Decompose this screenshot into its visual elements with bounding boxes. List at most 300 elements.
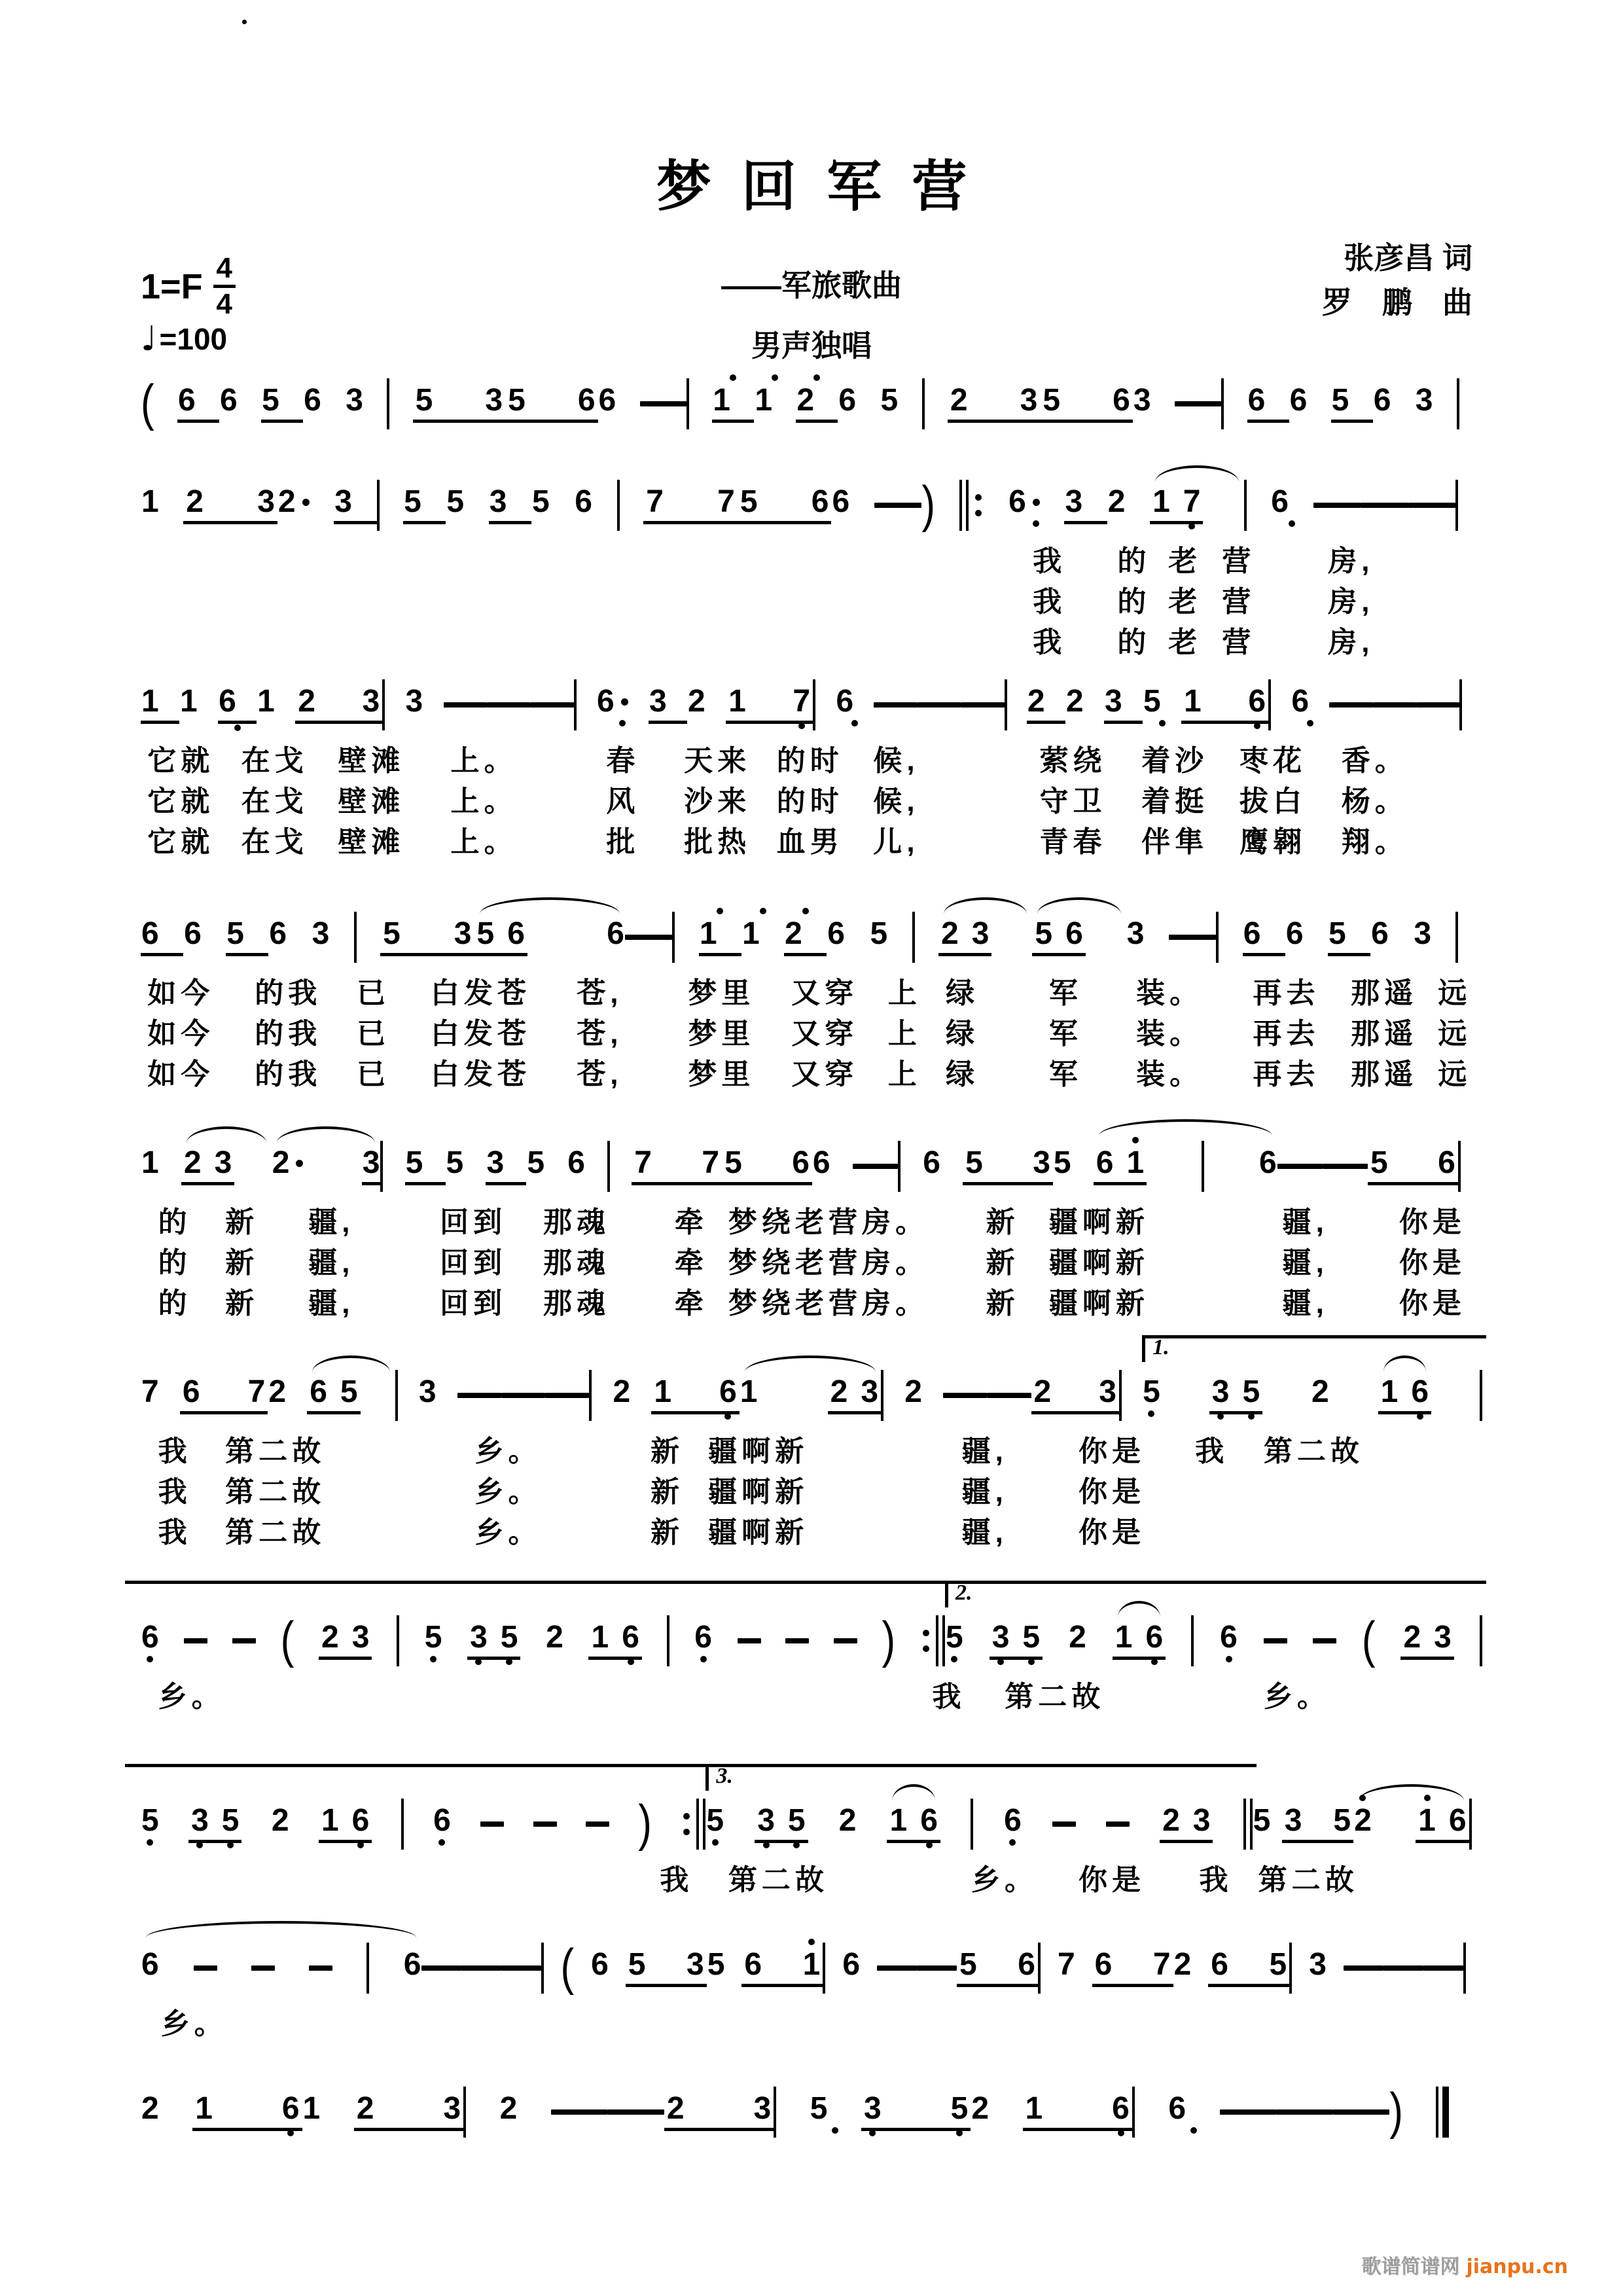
note	[1162, 1805, 1181, 1837]
note	[446, 486, 488, 524]
octave-dot-below	[798, 723, 805, 729]
octave-dot-below	[1151, 1659, 1158, 1665]
notes-row	[141, 1139, 1482, 1194]
note-digit: 5	[476, 916, 495, 951]
note-digit: 6	[744, 1947, 762, 1982]
note	[1025, 2093, 1044, 2125]
volta-bracket	[945, 1581, 1482, 1669]
note-digit: 6	[141, 1947, 159, 1982]
note	[1353, 1805, 1372, 1843]
note-digit: 3	[351, 1620, 370, 1655]
barline	[1480, 1615, 1482, 1667]
note	[612, 1376, 651, 1414]
note-digit: 2	[1069, 1620, 1086, 1655]
lyric-segment: 梦里	[688, 1058, 755, 1090]
beam-group	[295, 686, 382, 724]
music-line	[141, 1939, 1482, 2040]
beam-group	[188, 1805, 241, 1843]
beam-group	[1023, 2093, 1132, 2131]
note	[297, 686, 316, 717]
octave-dot-below	[700, 1656, 707, 1662]
lyric-segment: 在戈	[241, 785, 308, 817]
note	[712, 385, 754, 423]
note-digit: 3	[1065, 484, 1083, 519]
note-digit: 5	[446, 1145, 464, 1180]
octave-dot-below	[438, 1839, 445, 1846]
note	[1253, 1805, 1282, 1843]
note	[268, 1376, 307, 1414]
parenthesis: )	[882, 1612, 896, 1669]
octave-dot-below	[234, 725, 241, 731]
notes-row	[141, 2085, 1482, 2140]
note	[226, 918, 268, 956]
repeat-dots	[923, 1630, 929, 1652]
lyric-segment: 疆,	[961, 1476, 1008, 1508]
note	[792, 686, 811, 717]
lyric-segment: 我	[1033, 545, 1067, 577]
lyric-segment: 你是	[1399, 1247, 1466, 1279]
lyric-segment: 我	[1195, 1435, 1229, 1467]
note-digit: 1	[1152, 484, 1170, 519]
note-digit: 2	[838, 1803, 857, 1838]
lyric-segment: 沙来	[684, 785, 751, 817]
note	[446, 1147, 486, 1185]
lyric-segment: 新	[225, 1247, 259, 1279]
note-digit: 6	[433, 1803, 451, 1838]
note	[699, 918, 741, 956]
note	[182, 1376, 201, 1408]
lyrics-row	[141, 546, 1482, 581]
subtitle-voice: 男声独唱	[751, 329, 872, 363]
note-digit: 5	[404, 484, 421, 519]
lyric-segment: 新	[651, 1435, 685, 1467]
lyric-segment: 再去	[1253, 1058, 1320, 1090]
note-digit: 2	[830, 1374, 848, 1409]
watermark	[1361, 2250, 1568, 2279]
lyric-segment: 那遥	[1351, 1018, 1418, 1050]
music-line	[141, 376, 1482, 431]
note	[442, 2093, 461, 2125]
note	[1115, 1622, 1133, 1653]
lyric-segment: 第二故	[225, 1435, 326, 1467]
notes-row	[141, 1764, 1482, 1852]
lyric-segment: 的我	[255, 1018, 322, 1050]
beam-group	[632, 1147, 722, 1185]
beam-group	[1032, 918, 1085, 956]
note-digit: 2	[904, 1374, 922, 1409]
dash-note	[738, 1638, 761, 1643]
lyric-segment: 它就	[147, 785, 215, 817]
note	[190, 1805, 209, 1837]
lyrics-row	[141, 586, 1482, 622]
note-digit: 1	[728, 684, 746, 719]
lyric-segment: 的时	[776, 745, 844, 777]
note-digit: 5	[1333, 1803, 1351, 1838]
lyric-segment: 已	[357, 977, 391, 1009]
beam-group	[505, 385, 597, 423]
lyric-segment: 装。	[1136, 977, 1204, 1009]
lyric-segment: 梦里	[688, 977, 755, 1009]
octave-dot-below	[1289, 520, 1295, 527]
lyric-segment: 梦绕老营房。	[728, 1247, 929, 1279]
note-digit: 3	[1126, 916, 1145, 951]
note-digit: 5	[810, 2091, 828, 2126]
note	[922, 1147, 963, 1185]
note-digit: 6	[719, 1374, 737, 1409]
note	[971, 918, 990, 950]
barline	[1455, 911, 1482, 963]
lyric-segment: 回到	[440, 1206, 507, 1238]
note	[666, 2093, 685, 2125]
note	[183, 918, 226, 956]
note-digit: 6	[1438, 1145, 1455, 1180]
notes-row	[141, 1581, 1482, 1669]
augmentation-dot	[302, 499, 310, 506]
volta-label: 3.	[716, 1764, 733, 1788]
note-digit: 3	[346, 383, 363, 418]
slur-group	[1353, 1805, 1469, 1843]
lyric-segment: 疆啊新	[1048, 1287, 1149, 1319]
dash-note	[1313, 1638, 1336, 1643]
dash-note	[1329, 702, 1372, 708]
note	[728, 686, 747, 717]
note-digit: 6	[281, 2091, 300, 2126]
note-digit: 2	[499, 2091, 518, 2126]
beam-group	[1150, 486, 1203, 524]
notes-row	[141, 1941, 1482, 1996]
note-digit: 5	[446, 484, 465, 519]
barline	[1289, 1942, 1308, 1994]
lyric-segment: 军	[1048, 977, 1082, 1009]
note	[1284, 1805, 1303, 1837]
volta-bracket	[141, 1612, 945, 1669]
lyric-segment: 已	[357, 1058, 391, 1090]
lyric-segment: 守卫	[1039, 785, 1107, 817]
note-digit: 6	[827, 916, 845, 951]
dash-note	[1169, 935, 1216, 940]
note	[1402, 1622, 1421, 1653]
dash-note	[874, 503, 922, 508]
octave-dot-below	[1009, 1839, 1016, 1846]
note-digit: 6	[591, 1947, 609, 1982]
octave-dot-below	[1254, 723, 1260, 729]
note-digit: 2	[1403, 1620, 1421, 1655]
note-digit: 5	[532, 484, 550, 519]
dash-note	[785, 1638, 809, 1643]
note-digit: 5	[724, 1145, 742, 1180]
lyric-segment: 疆啊新	[1048, 1247, 1149, 1279]
beam-group	[1094, 1147, 1147, 1185]
note	[590, 1622, 609, 1653]
note	[486, 1147, 526, 1185]
note-digit: 5	[1143, 684, 1161, 719]
note-digit: 1	[713, 383, 730, 418]
lyric-segment: 乡。	[160, 2008, 228, 2040]
octave-dot-below	[832, 2127, 838, 2134]
note-digit: 5	[527, 1145, 545, 1180]
lyric-segment: 房,	[1328, 626, 1374, 658]
lyric-segment: 批热	[684, 826, 751, 858]
note	[351, 1805, 370, 1837]
lyrics-row	[141, 1288, 1482, 1323]
lyrics-row	[141, 1018, 1482, 1054]
octave-dot-above	[808, 1939, 815, 1945]
note-digit: 1	[740, 1374, 758, 1409]
note	[356, 2093, 375, 2125]
note	[177, 385, 219, 423]
lyric-segment: 第二故	[225, 1476, 326, 1508]
octave-dot-below	[763, 1842, 770, 1848]
lyric-segment: 那魂	[543, 1206, 611, 1238]
note	[1331, 385, 1373, 423]
note	[1133, 385, 1175, 423]
note	[1415, 385, 1457, 423]
lyric-segment: 乡。	[474, 1516, 542, 1549]
barline	[366, 1942, 369, 1994]
augmentation-dot	[621, 698, 628, 706]
octave-dot-below	[1217, 1413, 1224, 1420]
volta-bracket	[1142, 1335, 1482, 1422]
slur-group	[1032, 918, 1126, 956]
barline	[377, 479, 404, 531]
note	[489, 486, 531, 524]
octave-dot-above	[1132, 1137, 1139, 1143]
note-digit: 5	[706, 1803, 724, 1838]
lyric-segment: 苍,	[577, 1018, 623, 1050]
note	[361, 686, 380, 717]
beam-group	[1209, 1376, 1262, 1414]
note-digit: 6	[304, 383, 321, 418]
barline	[1458, 1140, 1482, 1193]
note	[869, 918, 912, 956]
lyrics-row	[141, 786, 1482, 821]
dash-note	[607, 2109, 664, 2115]
note	[1017, 1949, 1036, 1981]
note	[1020, 385, 1039, 416]
lyric-segment: 新	[986, 1206, 1020, 1238]
note	[261, 385, 303, 423]
watermark-site-url: jianpu.cn	[1466, 2255, 1568, 2278]
lyric-segment: 第二故	[1263, 1435, 1364, 1467]
note-digit: 1	[802, 1947, 821, 1982]
note-digit: 3	[649, 684, 667, 719]
barline	[667, 1615, 669, 1667]
lyric-segment: 白发苍	[430, 1018, 531, 1050]
note-digit: 3	[214, 1145, 232, 1180]
notes-row	[141, 910, 1482, 965]
beam-group	[626, 1949, 707, 1987]
lyric-segment: 的	[1117, 586, 1151, 618]
dash-note	[987, 1393, 1031, 1398]
slur-group	[1094, 1140, 1277, 1193]
lyric-segment: 如今	[147, 977, 215, 1009]
beam-group	[738, 486, 832, 524]
dash-note	[853, 1164, 898, 1169]
lyric-segment: 疆啊新	[708, 1476, 809, 1508]
lyric-segment: 儿,	[873, 826, 919, 858]
note-digit: 3	[489, 484, 507, 519]
note	[831, 486, 874, 524]
lyric-segment: 那魂	[543, 1247, 611, 1279]
note	[945, 1622, 964, 1660]
dash-note	[877, 1965, 917, 1971]
lyric-segment: 疆,	[961, 1516, 1008, 1549]
note-digit: 6	[220, 383, 238, 418]
slur-group	[740, 1376, 881, 1414]
barline	[774, 2086, 810, 2138]
note-digit: 6	[812, 1145, 830, 1180]
note	[507, 385, 526, 416]
note	[1247, 686, 1266, 717]
barline	[1469, 1798, 1482, 1850]
credits	[1322, 236, 1472, 325]
final-barline	[1436, 2086, 1482, 2138]
lyric-segment: 老	[1168, 545, 1202, 577]
slur-group	[1378, 1376, 1431, 1414]
slur-group	[887, 1805, 940, 1843]
lyric-segment: 那魂	[543, 1287, 611, 1319]
lyric-segment: 装。	[1136, 1058, 1204, 1090]
dash-note	[1313, 503, 1361, 508]
lyric-segment: 你是	[1078, 1476, 1146, 1508]
note	[531, 486, 574, 524]
note	[221, 1805, 240, 1837]
dash-note	[874, 702, 917, 708]
note-digit: 6	[1411, 1374, 1429, 1409]
repeat-dots	[975, 494, 982, 516]
note-digit: 6	[351, 1803, 370, 1838]
octave-dot-below	[869, 2130, 876, 2136]
note-digit: 6	[403, 1947, 421, 1982]
beam-group	[643, 486, 738, 524]
note-digit: 6	[141, 1620, 159, 1655]
note-digit: 3	[1192, 1803, 1211, 1838]
lyric-segment: 你是	[1078, 1864, 1146, 1896]
lyric-segment: 绿	[946, 977, 980, 1009]
note-digit: 2	[1107, 484, 1126, 519]
lyric-segment: 乡。	[474, 1435, 542, 1467]
barline	[1455, 479, 1482, 531]
lyric-segment: 第二故	[728, 1864, 829, 1896]
note-digit: 2	[546, 1620, 563, 1655]
note-digit: 1	[591, 1620, 609, 1655]
lyric-segment: 梦绕老营房。	[728, 1206, 929, 1238]
note	[740, 1376, 758, 1414]
slur-group	[307, 1376, 395, 1414]
note	[1022, 1622, 1041, 1653]
note-digit: 2	[950, 383, 968, 418]
note	[257, 686, 295, 724]
note	[218, 686, 257, 724]
dash-note	[1220, 2109, 1277, 2115]
note	[1270, 486, 1313, 524]
note-digit: 3	[405, 684, 423, 719]
note-digit: 7	[247, 1374, 266, 1409]
beam-group	[1092, 1949, 1173, 1987]
note	[1437, 1147, 1456, 1179]
note-digit: 3	[486, 1145, 505, 1180]
beam-group	[963, 1147, 1053, 1185]
note-digit: 2	[796, 383, 815, 418]
dash-note	[1175, 401, 1221, 406]
lyric-segment: 血男	[776, 826, 844, 858]
lyric-segment: 翔。	[1341, 826, 1408, 858]
note-digit: 3	[312, 916, 330, 951]
dash-note	[545, 1393, 589, 1398]
octave-dot-below	[1226, 1656, 1232, 1662]
note	[185, 486, 204, 518]
note	[418, 1376, 457, 1414]
lyric-segment: 又穿	[791, 977, 859, 1009]
note	[1034, 918, 1053, 950]
lyric-segment: 枣花	[1239, 745, 1307, 777]
note	[277, 486, 334, 524]
note	[484, 385, 503, 416]
lyric-segment: 牵	[674, 1206, 708, 1238]
note-digit: 1	[141, 684, 159, 719]
note	[382, 918, 401, 950]
barline	[354, 911, 380, 963]
barline	[574, 679, 596, 731]
lyric-segment: 回到	[440, 1247, 507, 1279]
note-digit: 6	[1211, 1947, 1228, 1982]
note	[345, 385, 387, 423]
note-digit: 3	[334, 484, 352, 519]
note-digit: 3	[1309, 1947, 1327, 1982]
lyric-segment: 上	[887, 1058, 921, 1090]
octave-dot-below	[724, 1413, 731, 1420]
note-digit: 3	[454, 916, 472, 951]
beam-group	[861, 2093, 971, 2131]
note-digit: 6	[923, 1145, 940, 1180]
note	[621, 1622, 640, 1653]
note-digit: 2	[1033, 1374, 1052, 1409]
note	[1145, 1622, 1164, 1653]
note-digit: 3	[1020, 383, 1038, 418]
beam-group	[467, 1622, 520, 1660]
note	[500, 1622, 519, 1653]
barline	[1457, 378, 1482, 430]
note-digit: 2	[1027, 684, 1045, 719]
note	[405, 686, 444, 724]
lyric-segment: 绿	[946, 1018, 980, 1050]
beam-group	[1031, 1376, 1119, 1414]
note-digit: 6	[1448, 1803, 1467, 1838]
note	[1370, 918, 1413, 956]
lyric-segment: 上。	[450, 826, 518, 858]
dash-note	[533, 1821, 557, 1827]
note	[1168, 2093, 1219, 2131]
music-line	[141, 2085, 1482, 2140]
lyric-segment: 上	[887, 977, 921, 1009]
note-digit: 6	[920, 1803, 938, 1838]
note-digit: 2	[268, 1374, 287, 1409]
note	[811, 486, 830, 518]
note	[991, 1622, 1010, 1653]
octave-dot-above	[1359, 1795, 1366, 1801]
note	[796, 385, 838, 423]
beam-group	[726, 686, 813, 724]
lyric-segment: 青春	[1039, 826, 1107, 858]
dash-note	[640, 401, 687, 406]
parenthesis: (	[141, 375, 154, 432]
barline	[1459, 679, 1482, 731]
note-digit: 5	[950, 2091, 969, 2126]
note-digit: 1	[1380, 1374, 1399, 1409]
note	[1173, 1949, 1209, 1987]
repeat-end-barline	[920, 1615, 945, 1667]
lyric-segment: 那遥	[1351, 977, 1418, 1009]
